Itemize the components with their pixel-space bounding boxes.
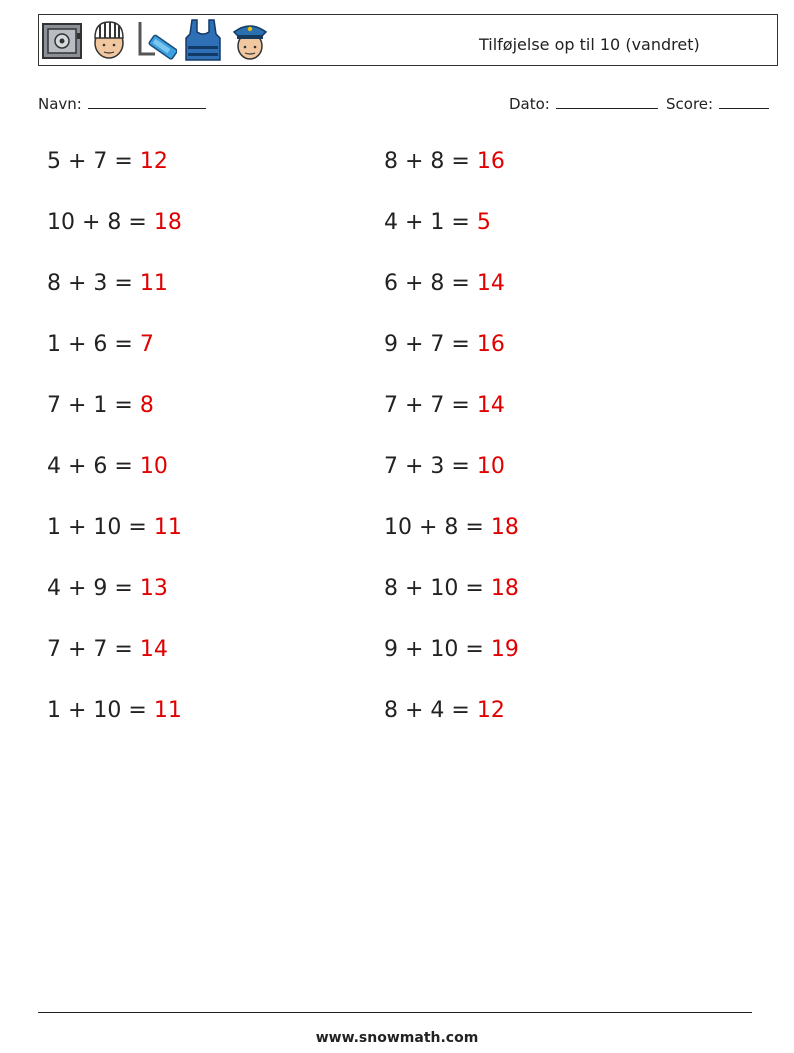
problem-answer: 10 [139,454,168,479]
problem-item [384,149,505,174]
score-field[interactable] [666,94,769,113]
problem-question: 4 + 1 = [384,210,477,235]
problem-item [47,149,168,174]
name-field[interactable] [38,94,206,113]
problem-item [384,393,505,418]
problem-answer: 18 [490,515,519,540]
problem-item [384,637,519,662]
problem-answer: 11 [139,271,168,296]
problem-question: 5 + 7 = [47,149,140,174]
problem-question: 8 + 8 = [384,149,477,174]
problem-item [47,515,182,540]
problem-answer: 11 [153,515,182,540]
problem-question: 1 + 10 = [47,515,154,540]
problem-answer: 14 [476,393,505,418]
problem-question: 1 + 6 = [47,332,140,357]
police-officer-icon [229,18,271,62]
problem-answer: 10 [476,454,505,479]
problem-question: 4 + 6 = [47,454,140,479]
header-icons [41,18,271,62]
problem-answer: 8 [139,393,154,418]
score-line[interactable] [719,94,769,109]
problem-item [47,698,182,723]
problem-answer: 7 [139,332,154,357]
problem-item [384,698,505,723]
prisoner-icon [88,18,130,62]
problem-question: 9 + 10 = [384,637,491,662]
problem-question: 7 + 7 = [384,393,477,418]
problem-item [47,332,154,357]
problem-answer: 14 [476,271,505,296]
problem-answer: 12 [476,698,505,723]
problem-question: 8 + 10 = [384,576,491,601]
problem-item [384,271,505,296]
footer-divider [38,1012,752,1013]
name-line[interactable] [88,94,206,109]
problem-answer: 12 [139,149,168,174]
crowbar-icon [135,18,177,62]
problem-answer: 18 [153,210,182,235]
worksheet-header [38,14,778,66]
problem-question: 4 + 9 = [47,576,140,601]
problem-answer: 18 [490,576,519,601]
problem-item [384,515,519,540]
problem-question: 6 + 8 = [384,271,477,296]
date-line[interactable] [556,94,658,109]
problem-question: 10 + 8 = [384,515,491,540]
date-field[interactable] [509,94,658,113]
problem-item [47,271,168,296]
worksheet-title: Tilføjelse op til 10 (vandret) [479,35,700,54]
problem-question: 7 + 1 = [47,393,140,418]
problem-item [47,637,168,662]
problem-item [47,210,182,235]
problem-answer: 16 [476,332,505,357]
problem-question: 7 + 7 = [47,637,140,662]
problem-answer: 5 [476,210,491,235]
date-label: Dato: [509,95,550,113]
problem-question: 8 + 3 = [47,271,140,296]
problem-question: 1 + 10 = [47,698,154,723]
problem-question: 8 + 4 = [384,698,477,723]
vest-icon [182,18,224,62]
problem-item [47,393,154,418]
name-label: Navn: [38,95,82,113]
footer-link[interactable]: www.snowmath.com [315,1030,479,1046]
problem-question: 10 + 8 = [47,210,154,235]
problem-answer: 19 [490,637,519,662]
problem-item [47,454,168,479]
problem-question: 7 + 3 = [384,454,477,479]
score-label: Score: [666,95,714,113]
safe-icon [41,18,83,62]
problem-answer: 16 [476,149,505,174]
problem-item [384,332,505,357]
problem-item [384,576,519,601]
problem-item [384,210,491,235]
problem-answer: 14 [139,637,168,662]
problem-item [384,454,505,479]
problem-answer: 13 [139,576,168,601]
problem-answer: 11 [153,698,182,723]
problem-question: 9 + 7 = [384,332,477,357]
problem-item [47,576,168,601]
